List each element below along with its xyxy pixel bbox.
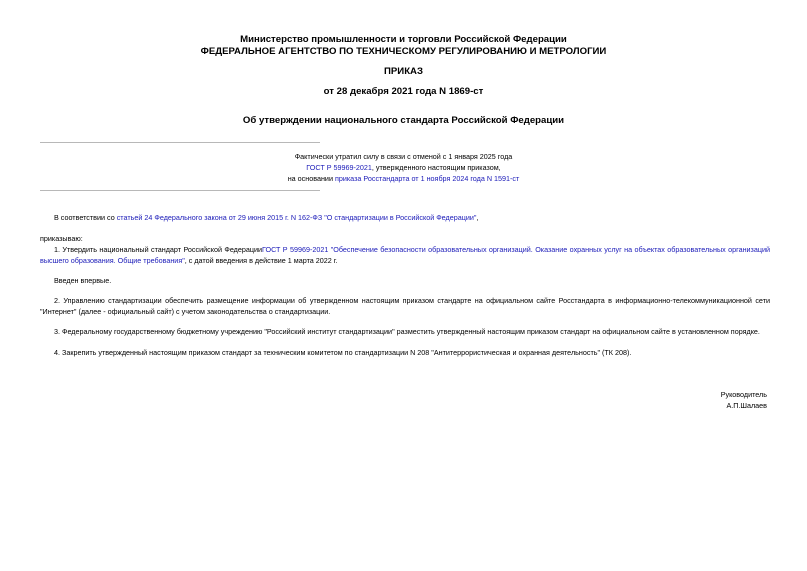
federal-law-link[interactable]: статьей 24 Федерального закона от 29 июня 2015 г. N 162-ФЗ "О стандартизации в Российской Федерации" [116, 213, 477, 222]
signature-name: А.П.Шалаев [726, 401, 767, 410]
notice-line-3-prefix: на основании [287, 174, 335, 183]
notice-line-3 [0, 174, 807, 185]
signature-position: Руководитель [720, 390, 767, 399]
ministry-heading: Министерство промышленности и торговли Российской Федерации [240, 34, 567, 45]
introduced-note: Введен впервые. [54, 276, 112, 285]
page-title: Об утверждении национального стандарта Российской Федерации [242, 115, 565, 126]
item-2-paragraph: 2. Управлению стандартизации обеспечить размещение информации об утвержденном настоящим приказом стандарте на официальном сайте Росстандарта в информационно-телекоммуникационной сети "Интернет" (далее - официальный сайт) с учетом законодательства о стандартизации. [40, 296, 770, 316]
order-word: приказываю: [40, 234, 83, 243]
divider-bottom [40, 190, 320, 191]
intro-prefix: В соответствии со [54, 213, 117, 222]
notice-line-1: Фактически утратил силу в связи с отменой с 1 января 2025 года [294, 152, 513, 161]
date-number: от 28 декабря 2021 года N 1869-ст [323, 86, 484, 97]
intro-paragraph [40, 213, 770, 224]
gost-link[interactable]: ГОСТ Р 59969-2021 [306, 163, 372, 172]
item-4-paragraph: 4. Закрепить утвержденный настоящим приказом стандарт за техническим комитетом по стандартизации N 208 "Антитеррористическая и охранная деятельность" (ТК 208). [54, 348, 632, 357]
agency-heading: ФЕДЕРАЛЬНОЕ АГЕНТСТВО ПО ТЕХНИЧЕСКОМУ РЕГУЛИРОВАНИЮ И МЕТРОЛОГИИ [200, 46, 607, 57]
gost-standard-link[interactable]: ГОСТ Р 59969-2021 "Обеспечение безопасности образовательных организаций. Оказание охранных услуг на объектах образовательных организаций высшего образования. Общие требования" [40, 245, 770, 265]
divider-top [40, 142, 320, 143]
item-1-paragraph [40, 245, 770, 266]
item-1-prefix: 1. Утвердить национальный стандарт Российской Федерации [54, 245, 262, 254]
rosstandart-order-link[interactable]: приказа Росстандарта от 1 ноября 2024 года N 1591-ст [334, 174, 520, 183]
item-1-suffix: , с датой введения в действие 1 марта 2022 г. [184, 255, 338, 265]
doc-type: ПРИКАЗ [384, 66, 423, 77]
intro-suffix: , [476, 213, 479, 222]
notice-line-2-text: , утвержденного настоящим приказом, [371, 163, 501, 172]
notice-line-2 [0, 163, 807, 174]
item-3-paragraph: 3. Федеральному государственному бюджетному учреждению "Российский институт стандартизации" разместить утвержденный настоящим приказом стандарт на официальном сайте в установленном порядке. [54, 327, 760, 336]
